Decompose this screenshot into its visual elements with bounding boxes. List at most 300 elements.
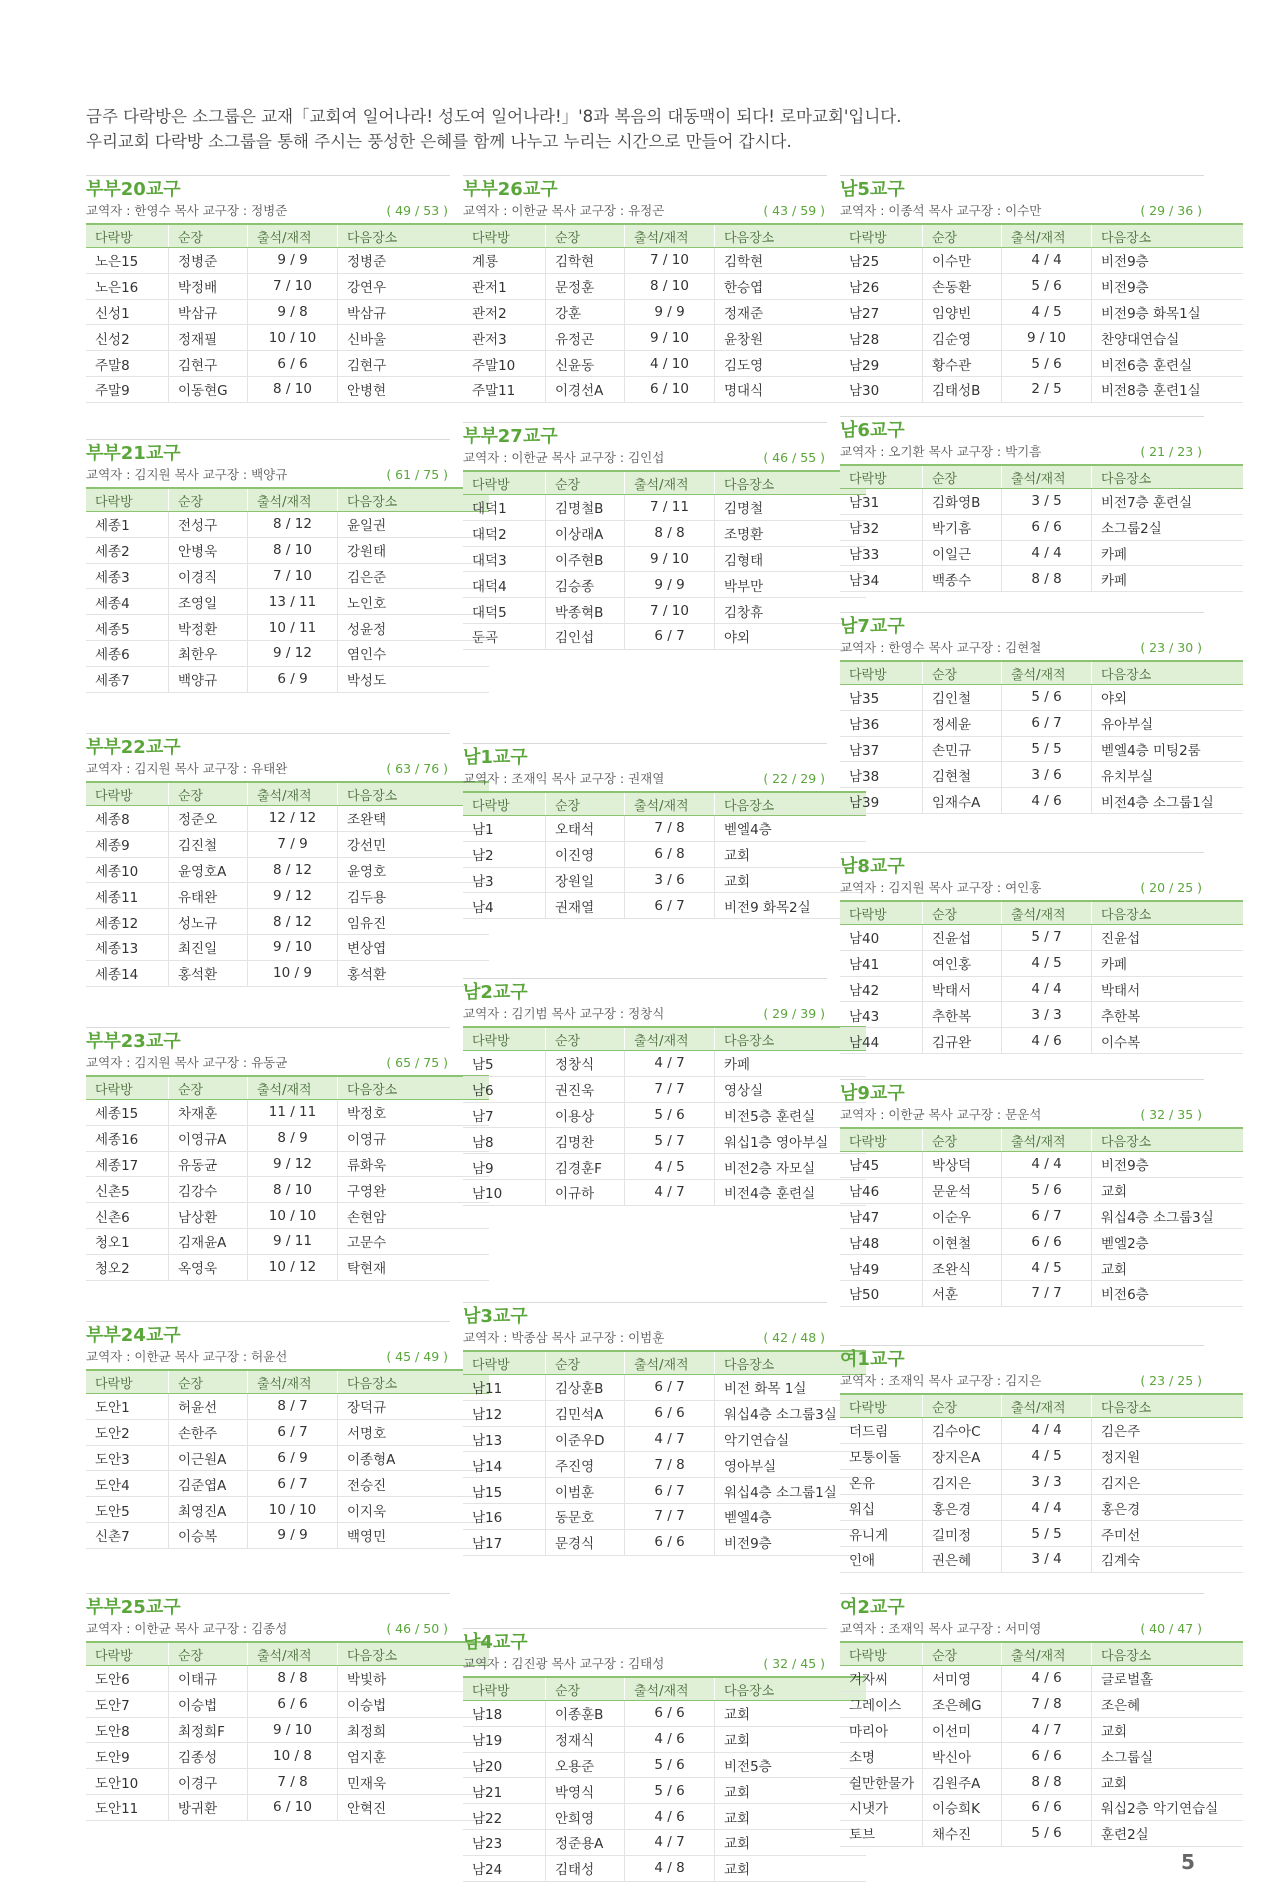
next-location-cell: 카페 — [1092, 566, 1244, 592]
table-row — [840, 925, 1243, 951]
next-location-cell: 명대식 — [715, 376, 867, 402]
table-row — [86, 537, 489, 563]
column-header: 다락방 — [86, 1370, 169, 1394]
district-title: 부부22교구 — [86, 737, 181, 758]
group-name-cell: 그레이스 — [840, 1691, 923, 1717]
attendance-cell: 10 / 10 — [248, 325, 338, 351]
attendance-cell: 8 / 10 — [248, 1177, 338, 1203]
group-name-cell: 남2 — [463, 841, 546, 867]
next-location-cell: 영아부실 — [715, 1452, 867, 1478]
group-table — [840, 1393, 1243, 1573]
attendance-cell: 6 / 7 — [1002, 710, 1092, 736]
column-header: 출석/재적 — [625, 471, 715, 495]
leader-cell: 손동환 — [923, 273, 1002, 299]
attendance-cell: 4 / 6 — [1002, 1666, 1092, 1692]
attendance-cell: 4 / 5 — [1002, 299, 1092, 325]
group-name-cell: 세종3 — [86, 563, 169, 589]
leader-cell: 정준오 — [169, 806, 248, 832]
table-row — [86, 1666, 489, 1692]
next-location-cell: 야외 — [1092, 685, 1244, 711]
table-row — [840, 1743, 1243, 1769]
group-name-cell: 인애 — [840, 1546, 923, 1572]
table-row — [463, 1076, 866, 1102]
next-location-cell: 추한복 — [1092, 1002, 1244, 1028]
table-row — [86, 351, 489, 377]
leader-cell: 이범훈 — [546, 1478, 625, 1504]
attendance-cell: 9 / 9 — [248, 1522, 338, 1548]
table-header-row — [463, 471, 866, 495]
attendance-cell: 4 / 10 — [625, 351, 715, 377]
table-row — [840, 736, 1243, 762]
group-name-cell: 세종16 — [86, 1125, 169, 1151]
next-location-cell: 벧엘4층 — [715, 816, 867, 842]
table-row — [86, 376, 489, 402]
table-row — [463, 1375, 866, 1401]
column-header: 순장 — [923, 465, 1002, 489]
district-attendance-total: ( 29 / 36 ) — [1140, 203, 1202, 218]
attendance-cell: 6 / 7 — [1002, 1203, 1092, 1229]
group-name-cell: 주말8 — [86, 351, 169, 377]
leader-cell: 황수관 — [923, 351, 1002, 377]
column-header: 다음장소 — [715, 792, 867, 816]
district-title: 남4교구 — [463, 1632, 528, 1653]
group-name-cell: 세종11 — [86, 883, 169, 909]
district-meta — [86, 1620, 450, 1638]
group-name-cell: 워십 — [840, 1495, 923, 1521]
group-name-cell: 신촌6 — [86, 1203, 169, 1229]
next-location-cell: 비전9층 화목1실 — [1092, 299, 1244, 325]
district-attendance-total: ( 20 / 25 ) — [1140, 880, 1202, 895]
next-location-cell: 조은혜 — [1092, 1691, 1244, 1717]
leader-cell: 이태규 — [169, 1666, 248, 1692]
group-name-cell: 남30 — [840, 376, 923, 402]
group-name-cell: 남23 — [463, 1829, 546, 1855]
table-header-row — [463, 1027, 866, 1051]
next-location-cell: 비전6층 훈련실 — [1092, 351, 1244, 377]
leader-cell: 백종수 — [923, 566, 1002, 592]
leader-cell: 김태성B — [923, 376, 1002, 402]
attendance-cell: 6 / 7 — [248, 1419, 338, 1445]
attendance-cell: 9 / 9 — [625, 299, 715, 325]
leader-cell: 김진철 — [169, 831, 248, 857]
group-name-cell: 남3 — [463, 867, 546, 893]
table-row — [86, 1100, 489, 1126]
next-location-cell: 엄지훈 — [338, 1743, 490, 1769]
table-row — [86, 640, 489, 666]
table-header-row — [463, 1351, 866, 1375]
next-location-cell: 비전9층 — [1092, 248, 1244, 274]
attendance-cell: 8 / 8 — [625, 520, 715, 546]
district-block — [840, 615, 1214, 814]
attendance-cell: 9 / 9 — [248, 248, 338, 274]
table-header-row — [86, 224, 489, 248]
table-row — [840, 1717, 1243, 1743]
next-location-cell: 야외 — [715, 623, 867, 649]
column-header: 다락방 — [463, 471, 546, 495]
table-row — [840, 1495, 1243, 1521]
district-attendance-total: ( 22 / 29 ) — [763, 771, 825, 786]
group-name-cell: 남43 — [840, 1002, 923, 1028]
next-location-cell: 윤창원 — [715, 325, 867, 351]
group-name-cell: 세종9 — [86, 831, 169, 857]
next-location-cell: 강연우 — [338, 273, 490, 299]
leader-cell: 추한복 — [923, 1002, 1002, 1028]
attendance-cell: 4 / 6 — [625, 1804, 715, 1830]
attendance-cell: 5 / 6 — [1002, 1177, 1092, 1203]
column-header: 출석/재적 — [1002, 1394, 1092, 1418]
group-name-cell: 세종4 — [86, 589, 169, 615]
next-location-cell: 유아부실 — [1092, 710, 1244, 736]
table-row — [86, 1254, 489, 1280]
group-name-cell: 남17 — [463, 1529, 546, 1555]
next-location-cell: 김학현 — [715, 248, 867, 274]
district-staff: 교역자 : 김지원 목사 교구장 : 유태완 — [86, 761, 288, 776]
group-name-cell: 주말11 — [463, 376, 546, 402]
leader-cell: 정병준 — [169, 248, 248, 274]
leader-cell: 박정환 — [169, 615, 248, 641]
table-row — [840, 1229, 1243, 1255]
district-meta — [840, 1106, 1204, 1124]
column-header: 순장 — [923, 224, 1002, 248]
column-header: 순장 — [923, 1642, 1002, 1666]
district-attendance-total: ( 43 / 59 ) — [763, 203, 825, 218]
group-name-cell: 세종6 — [86, 640, 169, 666]
attendance-cell: 11 / 11 — [248, 1100, 338, 1126]
district-title: 부부27교구 — [463, 426, 558, 447]
table-header-row — [463, 792, 866, 816]
district-title: 남7교구 — [840, 616, 905, 637]
next-location-cell: 비전9층 — [715, 1529, 867, 1555]
attendance-cell: 5 / 6 — [625, 1778, 715, 1804]
column-header: 다음장소 — [338, 782, 490, 806]
attendance-cell: 3 / 6 — [625, 867, 715, 893]
next-location-cell: 김도영 — [715, 351, 867, 377]
group-name-cell: 세종14 — [86, 960, 169, 986]
group-name-cell: 남34 — [840, 566, 923, 592]
leader-cell: 김명철B — [546, 495, 625, 521]
column-header: 순장 — [546, 1027, 625, 1051]
leader-cell: 김준엽A — [169, 1471, 248, 1497]
column-header: 다락방 — [463, 1677, 546, 1701]
column-header: 출석/재적 — [248, 1370, 338, 1394]
next-location-cell: 고문수 — [338, 1228, 490, 1254]
district-meta — [463, 1655, 827, 1673]
attendance-cell: 4 / 4 — [1002, 248, 1092, 274]
group-name-cell: 세종2 — [86, 537, 169, 563]
district-attendance-total: ( 23 / 30 ) — [1140, 640, 1202, 655]
table-row — [463, 816, 866, 842]
attendance-cell: 10 / 8 — [248, 1743, 338, 1769]
group-name-cell: 남27 — [840, 299, 923, 325]
district-title: 부부24교구 — [86, 1325, 181, 1346]
attendance-cell: 9 / 12 — [248, 640, 338, 666]
table-row — [840, 1794, 1243, 1820]
district-block — [86, 1596, 450, 1821]
table-row — [86, 1394, 489, 1420]
group-name-cell: 도안7 — [86, 1691, 169, 1717]
leader-cell: 김지은 — [923, 1469, 1002, 1495]
table-row — [840, 376, 1243, 402]
column-header: 순장 — [546, 224, 625, 248]
next-location-cell: 장덕규 — [338, 1394, 490, 1420]
column-header: 출석/재적 — [248, 224, 338, 248]
next-location-cell: 김현구 — [338, 351, 490, 377]
group-name-cell: 남46 — [840, 1177, 923, 1203]
next-location-cell: 워십4층 소그룹3실 — [715, 1400, 867, 1426]
attendance-cell: 7 / 7 — [625, 1076, 715, 1102]
district-title: 남9교구 — [840, 1083, 905, 1104]
next-location-cell: 김지은 — [1092, 1469, 1244, 1495]
next-location-cell: 홍석환 — [338, 960, 490, 986]
group-name-cell: 청오1 — [86, 1228, 169, 1254]
column-header: 다락방 — [840, 1642, 923, 1666]
table-header-row — [86, 782, 489, 806]
leader-cell: 이상래A — [546, 520, 625, 546]
table-row — [840, 1443, 1243, 1469]
next-location-cell: 박태서 — [1092, 976, 1244, 1002]
next-location-cell: 탁현재 — [338, 1254, 490, 1280]
column-header: 순장 — [546, 1351, 625, 1375]
group-table — [463, 791, 866, 919]
table-row — [463, 598, 866, 624]
column-header: 순장 — [546, 792, 625, 816]
group-name-cell: 남15 — [463, 1478, 546, 1504]
column-header: 다락방 — [86, 1642, 169, 1666]
column-header: 출석/재적 — [248, 1642, 338, 1666]
next-location-cell: 홍은경 — [1092, 1495, 1244, 1521]
district-attendance-total: ( 61 / 75 ) — [386, 467, 448, 482]
leader-cell: 임재수A — [923, 788, 1002, 814]
district-block — [86, 736, 450, 987]
leader-cell: 박삼규 — [169, 299, 248, 325]
attendance-cell: 7 / 9 — [248, 831, 338, 857]
next-location-cell: 박정호 — [338, 1100, 490, 1126]
leader-cell: 문정훈 — [546, 273, 625, 299]
leader-cell: 윤영호A — [169, 857, 248, 883]
leader-cell: 조은혜G — [923, 1691, 1002, 1717]
column-header: 순장 — [546, 471, 625, 495]
next-location-cell: 유치부실 — [1092, 762, 1244, 788]
leader-cell: 김규완 — [923, 1028, 1002, 1054]
table-row — [840, 1521, 1243, 1547]
leader-cell: 이경선A — [546, 376, 625, 402]
next-location-cell: 안혁진 — [338, 1794, 490, 1820]
attendance-cell: 4 / 4 — [1002, 540, 1092, 566]
column-header: 다락방 — [840, 224, 923, 248]
next-location-cell: 벧엘4층 — [715, 1503, 867, 1529]
leader-cell: 최진일 — [169, 934, 248, 960]
table-row — [840, 351, 1243, 377]
leader-cell: 박종혁B — [546, 598, 625, 624]
leader-cell: 장원일 — [546, 867, 625, 893]
attendance-cell: 9 / 12 — [248, 883, 338, 909]
table-row — [86, 909, 489, 935]
attendance-cell: 4 / 5 — [1002, 1443, 1092, 1469]
district-block — [86, 178, 450, 403]
intro-line-2: 우리교회 다락방 소그룹을 통해 주시는 풍성한 은혜를 함께 나누고 누리는 시간으로 만들어 갑시다. — [86, 132, 792, 151]
district-staff: 교역자 : 김기범 목사 교구장 : 정창식 — [463, 1006, 665, 1021]
district-attendance-total: ( 32 / 35 ) — [1140, 1107, 1202, 1122]
attendance-cell: 6 / 6 — [1002, 1229, 1092, 1255]
table-row — [86, 831, 489, 857]
next-location-cell: 김명철 — [715, 495, 867, 521]
table-row — [840, 762, 1243, 788]
next-location-cell: 김형태 — [715, 546, 867, 572]
table-row — [840, 325, 1243, 351]
attendance-cell: 6 / 6 — [625, 1400, 715, 1426]
next-location-cell: 교회 — [715, 841, 867, 867]
leader-cell: 김학현 — [546, 248, 625, 274]
table-row — [840, 950, 1243, 976]
column-header: 다락방 — [840, 1394, 923, 1418]
district-meta — [86, 1348, 450, 1366]
column-header: 출석/재적 — [625, 1027, 715, 1051]
leader-cell: 김원주A — [923, 1769, 1002, 1795]
district-title: 남3교구 — [463, 1306, 528, 1327]
group-table — [840, 223, 1243, 403]
district-staff: 교역자 : 한영수 목사 교구장 : 정병준 — [86, 203, 288, 218]
table-row — [463, 1778, 866, 1804]
next-location-cell: 글로벌홀 — [1092, 1666, 1244, 1692]
next-location-cell: 구영완 — [338, 1177, 490, 1203]
attendance-cell: 5 / 6 — [1002, 1820, 1092, 1846]
leader-cell: 이주현B — [546, 546, 625, 572]
group-name-cell: 남38 — [840, 762, 923, 788]
district-staff: 교역자 : 이종석 목사 교구장 : 이수만 — [840, 203, 1042, 218]
next-location-cell: 교회 — [1092, 1177, 1244, 1203]
district-attendance-total: ( 42 / 48 ) — [763, 1330, 825, 1345]
next-location-cell: 조완택 — [338, 806, 490, 832]
attendance-cell: 4 / 4 — [1002, 1495, 1092, 1521]
next-location-cell: 이지욱 — [338, 1497, 490, 1523]
column-header: 순장 — [923, 661, 1002, 685]
leader-cell: 김인섭 — [546, 623, 625, 649]
group-name-cell: 세종17 — [86, 1151, 169, 1177]
column-header: 출석/재적 — [1002, 224, 1092, 248]
leader-cell: 유태완 — [169, 883, 248, 909]
attendance-cell: 10 / 10 — [248, 1203, 338, 1229]
group-name-cell: 세종8 — [86, 806, 169, 832]
attendance-cell: 6 / 9 — [248, 666, 338, 692]
table-row — [463, 1804, 866, 1830]
district-meta — [840, 1620, 1204, 1638]
column-header: 다음장소 — [1092, 465, 1244, 489]
next-location-cell: 김계숙 — [1092, 1546, 1244, 1572]
next-location-cell: 훈련2실 — [1092, 1820, 1244, 1846]
district-meta — [86, 202, 450, 220]
district-attendance-total: ( 65 / 75 ) — [386, 1055, 448, 1070]
leader-cell: 권재열 — [546, 893, 625, 919]
table-row — [840, 1666, 1243, 1692]
next-location-cell: 민재욱 — [338, 1769, 490, 1795]
leader-cell: 이영규A — [169, 1125, 248, 1151]
table-row — [463, 299, 866, 325]
group-name-cell: 남33 — [840, 540, 923, 566]
next-location-cell: 김창휴 — [715, 598, 867, 624]
attendance-cell: 6 / 7 — [625, 1375, 715, 1401]
group-name-cell: 노은15 — [86, 248, 169, 274]
table-row — [463, 1829, 866, 1855]
column-header: 순장 — [923, 1394, 1002, 1418]
next-location-cell: 서명호 — [338, 1419, 490, 1445]
group-name-cell: 남47 — [840, 1203, 923, 1229]
group-name-cell: 대덕4 — [463, 572, 546, 598]
leader-cell: 이규하 — [546, 1179, 625, 1205]
attendance-cell: 4 / 4 — [1002, 1152, 1092, 1178]
table-row — [840, 788, 1243, 814]
leader-cell: 홍은경 — [923, 1495, 1002, 1521]
group-name-cell: 관저1 — [463, 273, 546, 299]
group-name-cell: 남45 — [840, 1152, 923, 1178]
attendance-cell: 8 / 9 — [248, 1125, 338, 1151]
district-meta — [463, 770, 827, 788]
leader-cell: 박태서 — [923, 976, 1002, 1002]
leader-cell: 성노규 — [169, 909, 248, 935]
next-location-cell: 성윤정 — [338, 615, 490, 641]
district-staff: 교역자 : 오기환 목사 교구장 : 박기흠 — [840, 444, 1042, 459]
district-staff: 교역자 : 김지원 목사 교구장 : 여인홍 — [840, 880, 1042, 895]
district-attendance-total: ( 46 / 55 ) — [763, 450, 825, 465]
table-row — [463, 1529, 866, 1555]
attendance-cell: 3 / 6 — [1002, 762, 1092, 788]
next-location-cell: 교회 — [715, 1829, 867, 1855]
table-row — [463, 1701, 866, 1727]
attendance-cell: 5 / 6 — [625, 1102, 715, 1128]
district-block — [86, 1324, 450, 1549]
attendance-cell: 4 / 6 — [1002, 1028, 1092, 1054]
column-header: 다음장소 — [715, 224, 867, 248]
attendance-cell: 8 / 8 — [248, 1666, 338, 1692]
table-row — [86, 1769, 489, 1795]
next-location-cell: 비전2층 자모실 — [715, 1154, 867, 1180]
column-header: 출석/재적 — [1002, 1642, 1092, 1666]
next-location-cell: 류화욱 — [338, 1151, 490, 1177]
column-header: 다음장소 — [338, 1076, 490, 1100]
district-staff: 교역자 : 박종삼 목사 교구장 : 이범훈 — [463, 1330, 665, 1345]
table-row — [86, 1228, 489, 1254]
column-header: 순장 — [169, 1370, 248, 1394]
attendance-cell: 10 / 11 — [248, 615, 338, 641]
table-row — [463, 546, 866, 572]
district-staff: 교역자 : 이한균 목사 교구장 : 문운석 — [840, 1107, 1042, 1122]
district-block — [840, 855, 1204, 1054]
table-header-row — [86, 1642, 489, 1666]
leader-cell: 허윤선 — [169, 1394, 248, 1420]
district-block — [463, 1631, 827, 1882]
group-name-cell: 남9 — [463, 1154, 546, 1180]
group-name-cell: 도안1 — [86, 1394, 169, 1420]
attendance-cell: 6 / 6 — [248, 1691, 338, 1717]
next-location-cell: 비전7층 훈련실 — [1092, 489, 1244, 515]
leader-cell: 옥영욱 — [169, 1254, 248, 1280]
leader-cell: 김화영B — [923, 489, 1002, 515]
table-header-row — [86, 1076, 489, 1100]
attendance-cell: 9 / 12 — [248, 1151, 338, 1177]
leader-cell: 김명찬 — [546, 1128, 625, 1154]
leader-cell: 주진영 — [546, 1452, 625, 1478]
attendance-cell: 4 / 5 — [1002, 950, 1092, 976]
group-table — [840, 464, 1243, 592]
next-location-cell: 교회 — [1092, 1769, 1244, 1795]
group-name-cell: 신성1 — [86, 299, 169, 325]
attendance-cell: 5 / 5 — [1002, 1521, 1092, 1547]
group-name-cell: 세종5 — [86, 615, 169, 641]
district-title: 부부20교구 — [86, 179, 181, 200]
next-location-cell: 교회 — [715, 1778, 867, 1804]
leader-cell: 이경구 — [169, 1769, 248, 1795]
table-row — [840, 1469, 1243, 1495]
group-table — [86, 223, 489, 403]
